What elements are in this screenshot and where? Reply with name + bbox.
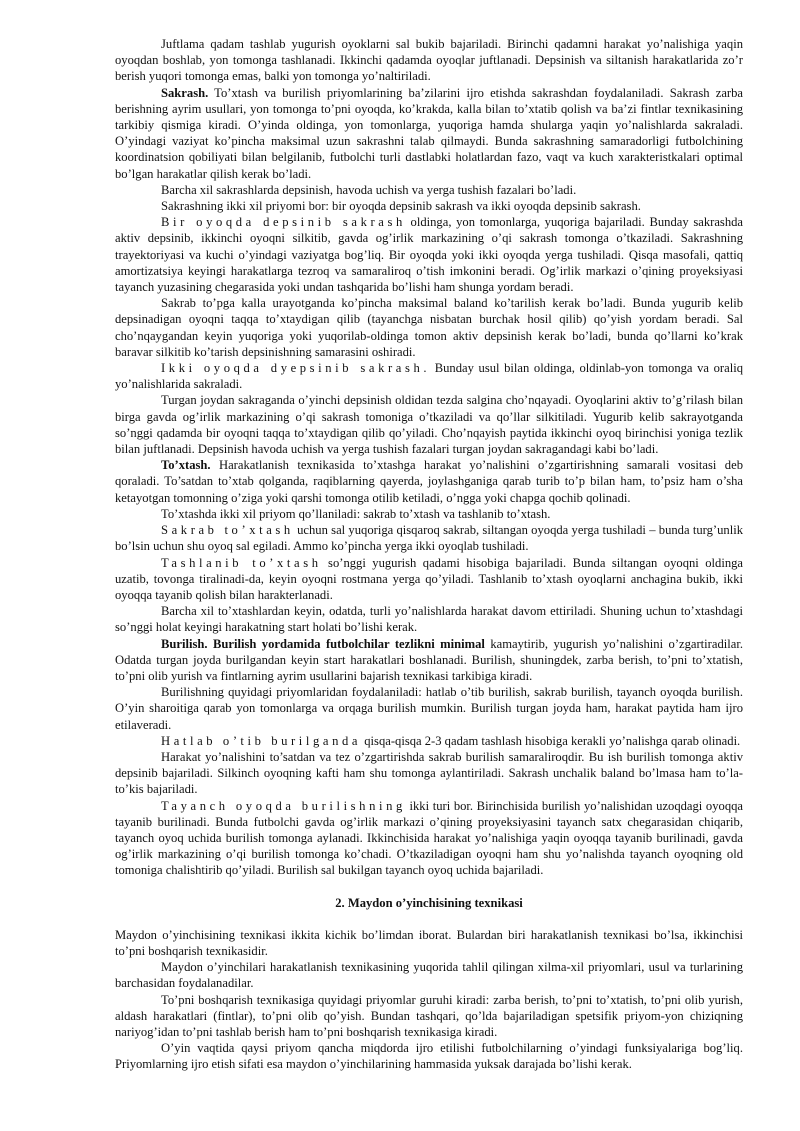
paragraph: O’yin vaqtida qaysi priyom qancha miqdorda ijro etilishi futbolchilarning o’yindagi funksiyalariga bog’liq. Priyomlarning ijro etish sifati esa maydon o’yinchilarining hammasida yuksak darajada bo’lishi kerak. <box>115 1041 743 1072</box>
spaced-term: Tashlanib to’xtash <box>161 555 322 570</box>
paragraph: Juftlama qadam tashlab yugurish oyoklarni sal bukib bajariladi. Birinchi qadamni harakat yo’nalishiga yaqin oyoqdan boshlab, yon tomonga tashlanadi. Ikkinchi qadamda oyoqlar juftlanadi. Depsinish va siltanish harakatlarida zo’r berish yuqori tomonga emas, balki yon tomonga yo’naltiriladi. <box>115 37 743 84</box>
spaced-term: Hatlab o’tib burilganda <box>161 733 362 748</box>
spaced-term: Tayanch oyoqda burilishning <box>161 798 406 813</box>
section-lead-toxtash: To’xtash. <box>161 458 211 473</box>
paragraph <box>115 522 743 554</box>
section-lead-sakrash: Sakrash. <box>161 85 209 100</box>
paragraph-text: Harakatlanish texnikasida to’xtashga harakat yo’nalishini o’zgartirishning samarali vositasi deb qoraladi. To’satdan to’xtab qolganda, raqiblarning qayerda, joylashganiga qarab turib to’p bilan ham, to’psiz ham o’sha ketayotgan tomonning o’ziga yoki qarshi tomonga otilib ketiladi, o’ngga yoki chapga qochib qolinadi. <box>115 458 743 505</box>
paragraph-text: Bunday usul bilan oldinga, oldinlab-yon tomonga va oraliq yo’nalishlarida sakraladi. <box>115 361 744 392</box>
paragraph: Turgan joydan sakraganda o’yinchi depsinish oldidan tezda salgina cho’nqayadi. Oyoqlarini aktiv to’g’rilash bilan birga gavda og’irlik markazining o’qi sakrash tomoniga o’tkaziladi va qo’llar silkitiladi. Yugurib kelib sakrayotganda so’nggi qadamda bir oyoqni taqqa to’xtaydigan qilib qo’yiladi. Cho’nqayish paytida ikkinchi oyoq birinchisi yoniga tezlik bilan juftlanadi. Depsinish havoda uchish va yerga tushish fazalari turgan joydan sakragandagi kabi bo’ladi. <box>115 393 743 457</box>
paragraph-toxtash <box>115 457 743 506</box>
paragraph: To’xtashda ikki xil priyom qo’llaniladi: sakrab to’xtash va tashlanib to’xtash. <box>161 506 551 521</box>
spaced-term: Ikki oyoqda dyepsinib sakrash. <box>161 361 431 376</box>
paragraph-text: qisqa-qisqa 2-3 qadam tashlash hisobiga kerakli yo’nalishga qarab olinadi. <box>361 733 741 748</box>
paragraph <box>115 555 743 604</box>
paragraph: Burilishning quyidagi priyomlaridan foydalaniladi: hatlab o’tib burilish, sakrab burilish, tayanch oyoqda burilish. O’yin sharoitiga qarab yon tomonlarga va orqaga burilish mumkin. Burilish turgan joyda ham, harakat paytida ham ijro etilaveradi. <box>115 685 743 732</box>
paragraph: Barcha xil sakrashlarda depsinish, havoda uchish va yerga tushish fazalari bo’ladi. <box>161 182 577 197</box>
paragraph: Maydon o’yinchilari harakatlanish texnikasining yuqorida tahlil qilingan xilma-xil priyomlari, usul va turlarining barchasidan foydalanadilar. <box>115 960 743 991</box>
paragraph-burilish <box>115 636 743 685</box>
paragraph: Sakrab to’pga kalla urayotganda ko’pincha maksimal baland ko’tarilish kerak bo’ladi. Bunda yugurib kelib depsinadigan oyoqni taqqa to’xtaydigan qilib (tayanchga nisbatan burchak hosil qilib) qo’yish yordam beradi. Sal cho’nqaygandan keyin yuqoriga yoki yuqorilab-oldinga tomon aktiv depsinish kerak bo’ladi, bunda qo’llarni ko’krak baravar silkitib ko’tarish depsinishning samarasini oshiradi. <box>115 296 743 359</box>
document-page <box>115 36 743 1073</box>
paragraph-text: kamaytirib, yugurish yo’nalishini o’zgartiradilar. Odatda turgan joyda burilgandan keyin start harakatlari boshlanadi. Burilish, shuningdek, zarba berish, to’pni to’xtatish, to’pni olib yurish va fintlarning ayrim usullarini bajarish texnikasi tarkibiga kiradi. <box>115 636 743 683</box>
paragraph: Harakat yo’nalishini to’satdan va tez o’zgartirishda sakrab burilish samaraliroqdir. Bu ish burilish tomonga aktiv depsinib bajariladi. Silkinch oyoqning kafti ham shu tomonga aylantiriladi. Sakrash unchalik baland bo’lmasa ham to’la-to’kis bajariladi. <box>115 749 743 797</box>
paragraph <box>115 798 743 879</box>
section-heading: 2. Maydon o’yinchisining texnikasi <box>335 895 523 910</box>
paragraph: To’pni boshqarish texnikasiga quyidagi priyomlar guruhi kiradi: zarba berish, to’pni to’xtatish, to’pni olib yurish, aldash harakatlari (fintlar), to’pni olib qo’yish. Bundan tashqari, qo’lda bajariladigan spetsifik priyom-yon chiziqning nariyog’idan to’pni tashlab berish ham to’pni boshqarish texnikasiga kiradi. <box>115 992 743 1039</box>
spaced-term: Sakrab to’xtash <box>161 523 294 538</box>
paragraph-text: ikki turi bor. Birinchisida burilish yo’nalishidan uzoqdagi oyoqqa tayanib burilinadi. Bunda futbolchi gavda og’irlik markazi o’qining proyeksiyasini tayanch satx chegarasidan chiqarib, tayanch oyoq uchida burilish tomonga aylanadi. Ikkinchisida harakat yo’nalishiga yaqin oyoqqa tayanib burilinadi, gavda og’irlik markazining o’qi burilish tomonga ko’chadi. O’tkaziladigan oyoqni ham shu yo’nalishda tayanch oyoqning old tomoniga chalishtirib qo’yiladi. Burilish sal bukilgan tayanch oyoq uchida bajariladi. <box>115 798 744 878</box>
paragraph: Maydon o’yinchisining texnikasi ikkita kichik bo’limdan iborat. Bulardan biri harakatlanish texnikasi bo’lsa, ikkinchisi to’pni boshqarish texnikasidir. <box>115 927 743 958</box>
spaced-term: Bir oyoqda depsinib sakrash <box>161 215 406 230</box>
paragraph-text: oldinga, yon tomonlarga, yuqoriga bajariladi. Bunday sakrashda aktiv depsinib, ikkinchi oyoqni silkitib, gavda og’irlik markazining o’qi sakrash tomonga o’tkaziladi. Sakrashning trayektoriyasi va kuchi o’yindagi vaziyatga bog’liq. Bir oyoqda yoki ikki oyoqda yerga tushiladi. Qisqa masofali, qattiq amortizatsiya keyingi harakatlarga tezroq va samaraliroq o’tish imkonini beradi. Og’irlik markazi o’qining proyeksiyasi tayanch yuzasining chegarasida yoki undan tashqarida bo’lishi ham shunga yordam beradi. <box>115 215 743 295</box>
paragraph <box>115 214 743 295</box>
paragraph-text: so’nggi yugurish qadami hisobiga bajariladi. Bunda siltangan oyoqni oldinga uzatib, tovonga tiralinadi-da, keyin oyoqni rostmana yerga qo’yiladi. Tashlanib to’xtash oyoqlarni anchagina bukib, ikki oyoqqa tayanib qolish bilan harakterlanadi. <box>115 555 743 602</box>
paragraph-text: To’xtash va burilish priyomlarining ba’zilarini ijro etishda sakrashdan foydalaniladi. Sakrash zarba berishning ayrim usullari, yon tomonga to’pni oyoqda, ko’krakda, kalla bilan to’xtatib qolish va ba’zi fintlar texnikasining tarkibiy qismiga kiradi. O’yinda oldinga, yon tomonlarga, yuqoriga hamda shularga yaqin yo’nalishlarda sakraladi. O’yindagi vaziyat ko’pincha maksimal uzun sakrashni talab qilmaydi. Bunda sakrashning samaradorligi futbolchining koordinatsion qobiliyati bilan belgilanib, futbolchi turli dastlabki holatlardan fazo, vaqt va kuch xarakteristkalari optimal bo’lgan harakatlar qilish kerak bo’ladi. <box>115 85 743 181</box>
section-lead-burilish: Burilish. Burilish yordamida futbolchilar tezlikni minimal <box>161 636 485 651</box>
paragraph <box>115 360 743 392</box>
paragraph-sakrash <box>115 85 743 182</box>
paragraph: Barcha xil to’xtashlardan keyin, odatda, turli yo’nalishlarda harakat davom ettiriladi. Shuning uchun to’xtashdagi so’nggi holat keyingi harakatning start holati bo’lishi kerak. <box>115 604 743 635</box>
paragraph-text: uchun sal yuqoriga qisqaroq sakrab, siltangan oyoqda yerga tushiladi – bunda turg’unlik bo’lsin uchun shu oyoq sal egiladi. Ammo ko’pincha yerga ikki oyoqlab tushiladi. <box>115 523 743 554</box>
paragraph: Sakrashning ikki xil priyomi bor: bir oyoqda depsinib sakrash va ikki oyoqda depsinib sakrash. <box>161 199 641 214</box>
paragraph <box>115 733 743 749</box>
